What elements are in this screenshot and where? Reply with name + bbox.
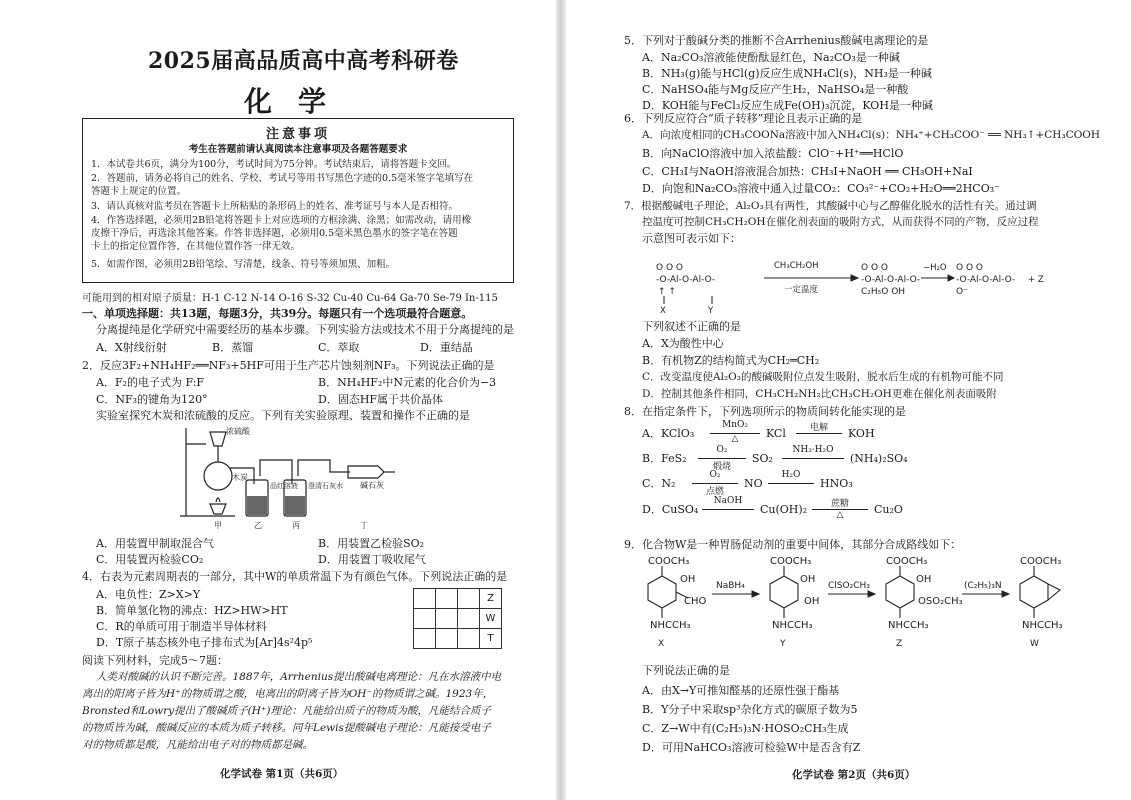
q3-label-jia: 甲 — [214, 521, 222, 530]
q9-option-b: B．Y分子中采取sp³杂化方式的碳原子数为5 — [642, 703, 858, 716]
q4-option-b: B．简单氢化物的沸点：HZ>HW>HT — [96, 604, 288, 617]
q8-stem: 8．在指定条件下，下列选项所示的物质间转化能实现的是 — [624, 405, 906, 418]
q8-d-cond2: △ — [836, 510, 844, 520]
svg-text:COOCH₃: COOCH₃ — [886, 556, 928, 567]
q7-option-b: B．有机物Z的结构简式为CH₂═CH₂ — [642, 354, 820, 367]
q8-a-cond1: △ — [731, 434, 739, 444]
passage-line: 的物质皆为碱，酸碱反应的本质为质子转移。同年Lewis提酸碱电子理论：凡能接受电子 — [82, 722, 491, 734]
exam-title: 2025届高品质高中高考科研卷 — [148, 48, 459, 74]
q8-b-reagent2: NH₃·H₂O — [792, 445, 834, 455]
q8-c-reagent1: O₂ — [709, 470, 721, 480]
notice-heading: 注意事项 — [265, 127, 330, 142]
q7-reaction-scheme — [656, 246, 1056, 314]
reading-intro: 阅读下列材料，完成5～7题： — [82, 654, 228, 667]
q2-option-b: B．NH₄HF₂中N元素的化合价为−3 — [318, 376, 497, 389]
q8-c-cond1: 点燃 — [705, 487, 724, 497]
q9-label-x: X — [658, 639, 665, 649]
right-page — [566, 0, 1131, 800]
q8-b-end: (NH₄)₂SO₄ — [850, 452, 908, 465]
q9-option-a: A．由X→Y可推知醛基的还原性强于酯基 — [642, 684, 840, 697]
q1-option-a: A．X射线衍射 — [96, 341, 167, 354]
q8-a-reagent1: MnO₂ — [722, 420, 748, 430]
q7-stem-line: 控温度可控制CH₃CH₂OH在催化剂表面的吸附方式，从而获得不同的产物，反应过程 — [642, 216, 1039, 228]
q8-b-arrow2 — [782, 458, 844, 459]
notice-subheading: 考生在答题前请认真阅读本注意事项及各题答题要求 — [188, 144, 408, 155]
subject-title: 化学 — [244, 85, 353, 118]
section-heading: 一、单项选择题：共13题，每题3分，共39分。每题只有一个选项最符合题意。 — [82, 307, 473, 320]
q9-option-c: C．Z→W中有(C₂H₅)₃N·HOSO₂CH₃生成 — [642, 722, 849, 735]
svg-text:OH: OH — [804, 596, 820, 607]
q6-option-b: B．向NaClO溶液中加入浓盐酸：ClO⁻+H⁺══HClO — [642, 147, 904, 160]
q3-label-yi: 乙 — [254, 521, 262, 530]
q3-label-charcoal: 木炭 — [232, 473, 248, 482]
q2-stem: 2．反应3F₂+NH₄HF₂══NF₃+5HF可用于生产芯片蚀刻剂NF₃。下列说法正确的是 — [82, 359, 495, 372]
svg-text:NHCCH₃: NHCCH₃ — [650, 620, 691, 631]
q1-option-d: D．重结晶 — [420, 341, 473, 354]
svg-text:O O O: O O O — [956, 263, 983, 273]
right-footer: 化学试卷 第2页（共6页） — [792, 769, 916, 781]
notice-line: 5．如需作图，必须用2B铅笔绘、写清楚，线条、符号等须加黑、加粗。 — [91, 259, 396, 270]
q8-d-mid: Cu(OH)₂ — [760, 503, 808, 516]
notice-line: 3．请认真核对监考员在答题卡上所粘贴的条形码上的姓名、准考证号与本人是否相符。 — [91, 201, 459, 212]
q3-option-b: B．用装置乙检验SO₂ — [318, 537, 425, 550]
q9-option-d: D．可用NaHCO₃溶液可检验W中是否含有Z — [642, 741, 861, 754]
q7-option-a: A．X为酸性中心 — [642, 337, 724, 350]
passage-line: 人类对酸碱的认识不断完善。1887年，Arrhenius提出酸碱电离理论：凡在水溶液中电 — [96, 671, 502, 683]
svg-text:-O-Al-O-Al-O-: -O-Al-O-Al-O- — [656, 275, 716, 285]
q9-label-z: Z — [896, 639, 903, 649]
q3-label-acid: 浓硫酸 — [226, 427, 250, 436]
atomic-masses: 可能用到的相对原子质量：H-1 C-12 N-14 O-16 S-32 Cu-40 Cu-64 Ga-70 Se-79 In-115 — [82, 293, 498, 304]
q8-option-a — [642, 422, 1002, 442]
q8-b-start: B．FeS₂ — [642, 452, 687, 465]
svg-text:NHCCH₃: NHCCH₃ — [888, 620, 929, 631]
q4-option-a: A．电负性：Z>X>Y — [96, 588, 201, 601]
q9-label-w: W — [1030, 639, 1039, 649]
q5-option-b: B．NH₃(g)能与HCl(g)反应生成NH₄Cl(s)，NH₃是一种碱 — [642, 67, 932, 80]
q2-option-c: C．NF₃的键角为120° — [96, 393, 208, 406]
q3-option-a: A．用装置甲制取混合气 — [96, 537, 214, 550]
q8-a-arrow2 — [796, 433, 842, 434]
svg-text:O O O: O O O — [861, 263, 888, 273]
notice-box — [82, 118, 514, 283]
q6-option-a: A．向浓度相同的CH₃COONa溶液中加入NH₄Cl(s)：NH₄⁺+CH₃COO⁻ ══ NH₃↑+CH₃COOH — [642, 129, 1101, 141]
q9-reagent2: ClSO₂CH₃ — [828, 581, 870, 591]
q7-stem-line: 示意图可表示如下： — [642, 232, 741, 245]
q8-d-start: D．CuSO₄ — [642, 503, 699, 516]
q7-condition: 一定温度 — [784, 285, 819, 295]
svg-text:C₂H₅O OH: C₂H₅O OH — [861, 287, 906, 297]
svg-text:O O O: O O O — [656, 263, 683, 273]
q6-option-d: D．向饱和Na₂CO₃溶液中通入过量CO₂：CO₃²⁻+CO₂+H₂O══2HCO₃⁻ — [642, 182, 1000, 195]
svg-text:OH: OH — [680, 574, 696, 585]
q8-c-reagent2: H₂O — [781, 470, 801, 480]
q8-option-d — [642, 498, 1002, 518]
notice-line: 1．本试卷共6页，满分为100分，考试时间为75分钟。考试结束后，请将答题卡交回。 — [91, 159, 457, 170]
q9-label-y: Y — [780, 639, 786, 649]
q5-option-d: D．KOH能与FeCl₃反应生成Fe(OH)₃沉淀，KOH是一种碱 — [642, 99, 933, 112]
q8-a-reagent2: 电解 — [809, 423, 828, 433]
q9-reagent3: (C₂H₅)₃N — [964, 581, 1002, 591]
q8-a-start: A．KClO₃ — [642, 427, 695, 440]
notice-line: 4．作答选择题，必须用2B铅笔将答题卡上对应选项的方框涂满、涂黑；如需改动，请用橡 — [91, 215, 472, 226]
q8-d-reagent2: 蔗糖 — [830, 499, 849, 509]
q8-d-reagent1: NaOH — [713, 496, 743, 506]
q5-option-a: A．Na₂CO₃溶液能使酚酞显红色，Na₂CO₃是一种碱 — [642, 51, 900, 64]
q2-option-d: D．固态HF属于共价晶体 — [318, 393, 444, 406]
q8-a-mid: KCl — [766, 427, 786, 440]
svg-text:O⁻: O⁻ — [956, 287, 968, 297]
q3-label-ding: 丁 — [360, 521, 368, 530]
q4-option-c: C．R的单质可用于制造半导体材料 — [96, 620, 267, 633]
q8-b-mid: SO₂ — [752, 452, 773, 465]
q5-stem: 5．下列对于酸碱分类的推断不合Arrhenius酸碱电离理论的是 — [624, 34, 929, 47]
q7-label-y: Y — [708, 306, 714, 314]
svg-text:COOCH₃: COOCH₃ — [648, 556, 690, 567]
svg-text:NHCCH₃: NHCCH₃ — [1022, 620, 1063, 631]
svg-text:NHCCH₃: NHCCH₃ — [772, 620, 813, 631]
periodic-cell: W — [480, 609, 502, 629]
left-page — [0, 0, 556, 800]
q3-apparatus-figure — [180, 424, 405, 532]
q8-b-reagent1: O₂ — [716, 445, 728, 455]
q9-ask: 下列说法正确的是 — [642, 664, 730, 677]
svg-text:-O-Al-O-Al-O-: -O-Al-O-Al-O- — [956, 275, 1016, 285]
notice-line: 卡上的指定位置作答，在其他位置作答一律无效。 — [91, 241, 301, 252]
book-spine — [556, 0, 566, 800]
q6-option-c: C．CH₃I与NaOH溶液混合加热：CH₃I+NaOH ══ CH₃OH+NaI — [642, 165, 973, 178]
q4-stem: 4．右表为元素周期表的一部分，其中W的单质常温下为有颜色气体。下列说法正确的是 — [82, 570, 508, 583]
q8-d-end: Cu₂O — [874, 503, 903, 516]
q8-c-mid: NO — [744, 477, 763, 490]
svg-text:CHO: CHO — [684, 596, 707, 607]
q7-minus-water: −H₂O — [923, 263, 947, 273]
notice-line: 2．答题前，请务必将自己的姓名、学校、考试号等用书写黑色字迹的0.5毫米签字笔填写在 — [91, 173, 474, 184]
periodic-table-fragment — [413, 588, 502, 649]
q3-option-d: D．用装置丁吸收尾气 — [318, 553, 426, 566]
q1-stem: 分离提纯是化学研究中需要经历的基本步骤。下列实验方法或技术不用于分离提纯的是 — [96, 323, 514, 336]
svg-text:↑ ↑: ↑ ↑ — [658, 287, 676, 297]
q8-c-end: HNO₃ — [820, 477, 853, 490]
svg-text:OH: OH — [800, 574, 816, 585]
q9-stem: 9．化合物W是一种胃肠促动剂的重要中间体，其部分合成路线如下： — [624, 538, 962, 551]
notice-line: 答题卡上规定的位置。 — [91, 186, 187, 197]
q7-option-c: C．改变温度使Al₂O₃的酸碱吸附位点发生吸附，脱水后生成的有机物可能不同 — [642, 371, 1004, 383]
q8-d-arrow1 — [702, 509, 754, 510]
svg-text:OSO₂CH₃: OSO₂CH₃ — [918, 596, 963, 607]
periodic-cell: Z — [480, 589, 502, 609]
q6-stem: 6．下列反应符合“质子转移”理论且表示正确的是 — [624, 112, 863, 125]
svg-text:OH: OH — [916, 574, 932, 585]
passage-line: 对的物质都是酸，凡能给出电子对的物质都是碱。 — [82, 739, 313, 751]
q7-stem-line: 7．根据酸碱电子理论，Al₂O₃具有两性，其酸碱中心与乙醇催化脱水的活性有关。通过调 — [624, 200, 1037, 212]
q5-option-c: C．NaHSO₄能与Mg反应产生H₂，NaHSO₄是一种酸 — [642, 83, 909, 96]
q8-b-cond1: 煅烧 — [712, 462, 731, 472]
notice-line: 皮擦干净后，再选涂其他答案。作答非选择题，必须用0.5毫米黑色墨水的签字笔在答题 — [91, 228, 458, 239]
q3-label-bing: 丙 — [292, 521, 300, 530]
q3-label-lime: 碱石灰 — [360, 481, 384, 490]
q8-a-end: KOH — [848, 427, 875, 440]
q3-option-c: C．用装置丙检验CO₂ — [96, 553, 204, 566]
q7-label-x: X — [660, 306, 666, 314]
q3-label-bottle2: 品红溶液 — [270, 482, 298, 490]
q9-reagent1: NaBH₄ — [716, 581, 745, 591]
q7-plus-z: + Z — [1028, 275, 1044, 285]
q9-synthesis-scheme — [628, 554, 1098, 654]
passage-line: Bronsted和Lowry提出了酸碱质子(H⁺)理论：凡能给出质子的物质为酸，凡能结合质子 — [82, 705, 491, 717]
passage-line: 离出的阳离子皆为H⁺的物质谓之酸，电离出的阴离子皆为OH⁻的物质谓之碱。1923年， — [82, 688, 494, 700]
periodic-cell: T — [480, 629, 502, 649]
q3-label-bottle3: 澄清石灰水 — [308, 482, 343, 490]
q1-option-c: C．萃取 — [318, 341, 360, 354]
q7-ask: 下列叙述不正确的是 — [642, 320, 741, 333]
q1-option-b: B．蒸馏 — [212, 341, 254, 354]
q8-option-c — [642, 470, 1002, 497]
q8-c-arrow2 — [768, 483, 814, 484]
svg-text:COOCH₃: COOCH₃ — [770, 556, 812, 567]
q7-reagent: CH₃CH₂OH — [774, 261, 819, 271]
q4-option-d: D．T原子基态核外电子排布式为[Ar]4s²4p⁵ — [96, 636, 313, 649]
svg-text:COOCH₃: COOCH₃ — [1020, 556, 1062, 567]
q7-option-d: D．控制其他条件相同，CH₃CH₂NH₂比CH₃CH₂OH更难在催化剂表面吸附 — [642, 388, 997, 400]
q2-option-a: A．F₂的电子式为 F:F — [96, 376, 205, 389]
q8-option-b — [642, 445, 1002, 472]
q3-stem: 实验室探究木炭和浓硫酸的反应。下列有关实验原理、装置和操作不正确的是 — [96, 409, 470, 422]
svg-text:-O-Al-O-Al-O-: -O-Al-O-Al-O- — [861, 275, 921, 285]
q8-c-start: C．N₂ — [642, 477, 676, 490]
left-footer: 化学试卷 第1页（共6页） — [220, 768, 344, 780]
